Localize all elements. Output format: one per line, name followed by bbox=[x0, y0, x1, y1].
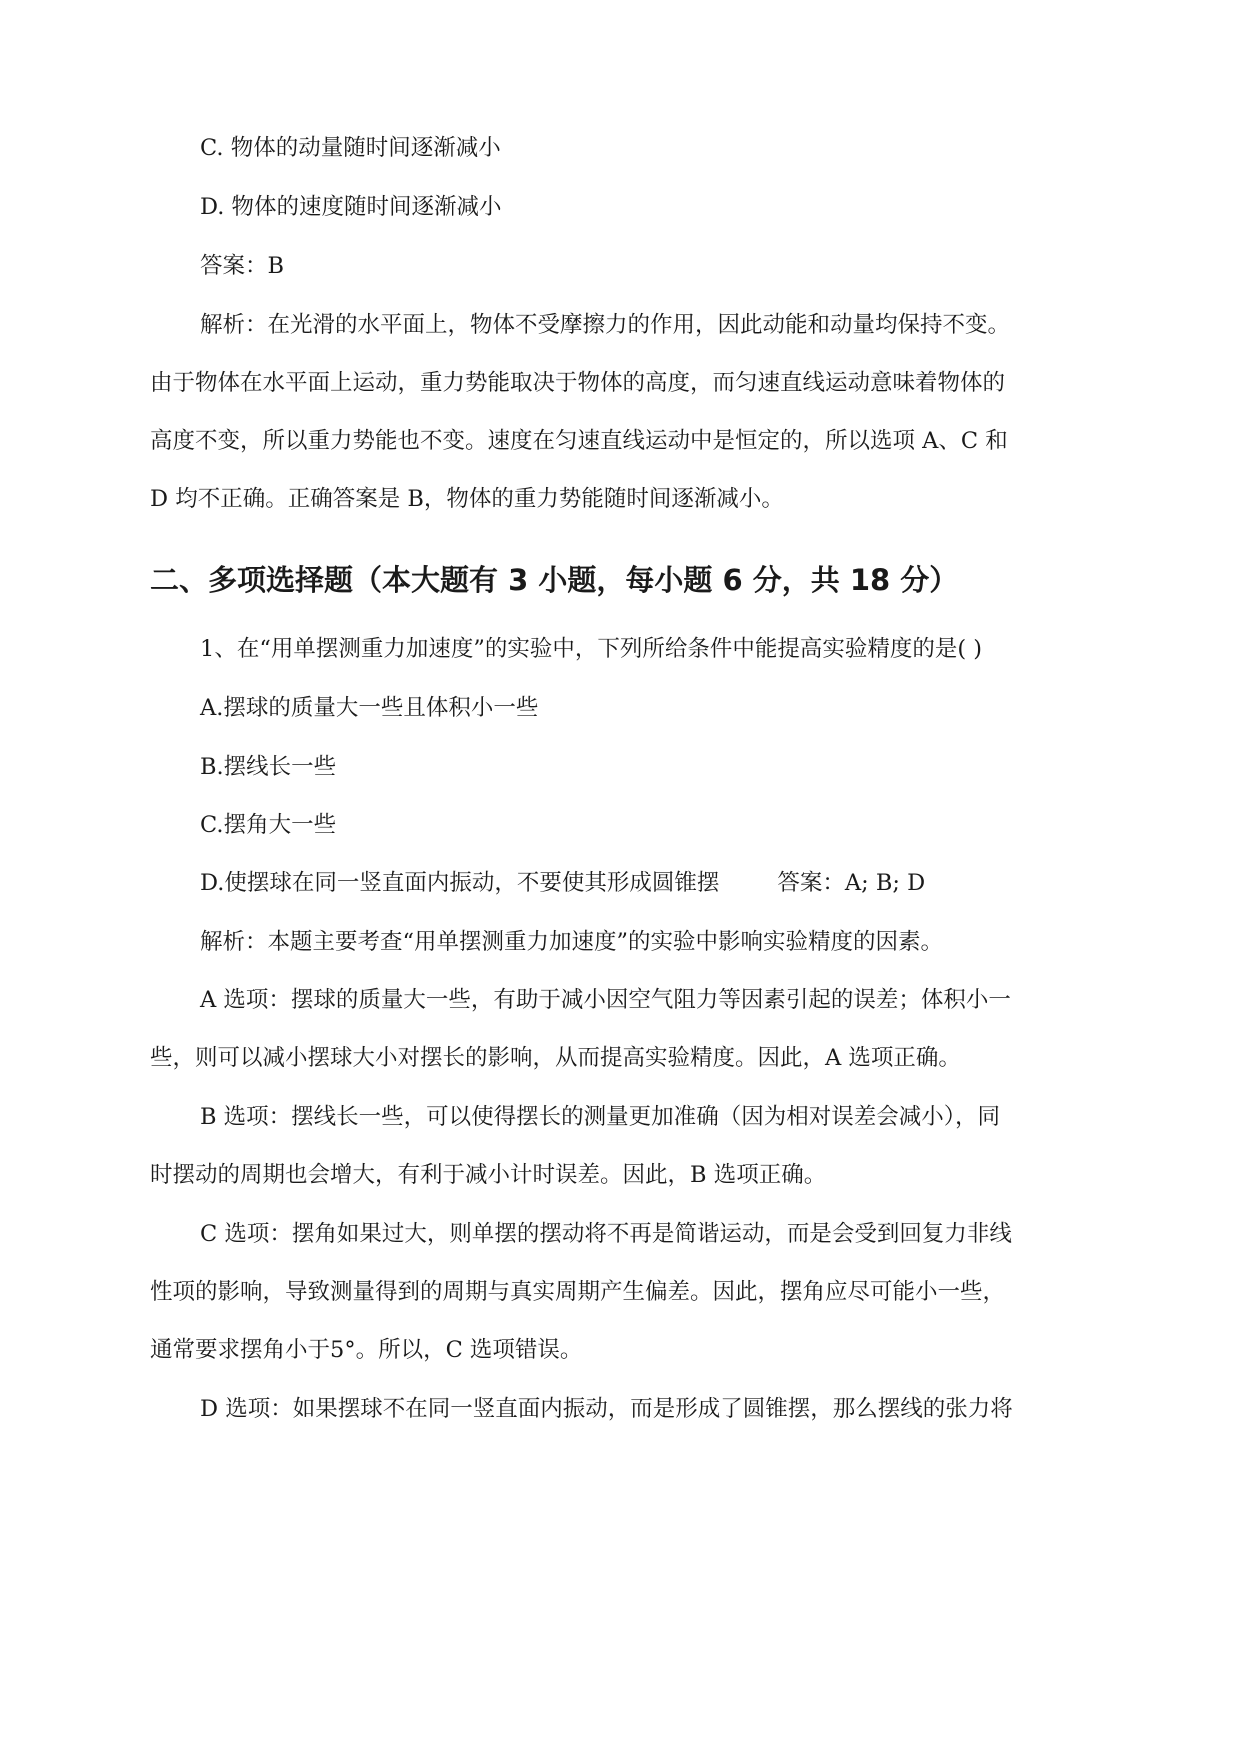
a-analysis-line: A 选项：摆球的质量大一些，有助于减小因空气阻力等因素引起的误差；体积小一 bbox=[200, 987, 1011, 1013]
question-stem: 1、在“用单摆测重力加速度”的实验中，下列所给条件中能提高实验精度的是( ) bbox=[200, 636, 983, 662]
option-d: D. 物体的速度随时间逐渐减小 bbox=[200, 194, 502, 220]
analysis-line: 由于物体在水平面上运动，重力势能取决于物体的高度，而匀速直线运动意味着物体的 bbox=[150, 370, 1006, 396]
analysis-intro: 解析：本题主要考查“用单摆测重力加速度”的实验中影响实验精度的因素。 bbox=[200, 929, 944, 955]
c-analysis-line: 通常要求摆角小于5°。所以，C 选项错误。 bbox=[150, 1337, 583, 1363]
section-heading: 二、多项选择题（本大题有 3 小题，每小题 6 分，共 18 分） bbox=[150, 563, 959, 597]
b-analysis-line: 时摆动的周期也会增大，有利于减小计时误差。因此，B 选项正确。 bbox=[150, 1162, 827, 1188]
b-analysis-line: B 选项：摆线长一些，可以使得摆长的测量更加准确（因为相对误差会减小），同 bbox=[200, 1104, 1000, 1130]
d-analysis-line: D 选项：如果摆球不在同一竖直面内振动，而是形成了圆锥摆，那么摆线的张力将 bbox=[200, 1396, 1013, 1422]
c-analysis-line: C 选项：摆角如果过大，则单摆的摆动将不再是简谐运动，而是会受到回复力非线 bbox=[200, 1221, 1012, 1247]
option-b: B.摆线长一些 bbox=[200, 754, 337, 780]
analysis-line: 解析：在光滑的水平面上，物体不受摩擦力的作用，因此动能和动量均保持不变。 bbox=[200, 312, 1011, 338]
option-c: C. 物体的动量随时间逐渐减小 bbox=[200, 135, 501, 161]
a-analysis-line: 些，则可以减小摆球大小对摆长的影响，从而提高实验精度。因此，A 选项正确。 bbox=[150, 1045, 961, 1071]
answer: 答案：A; B; D bbox=[777, 870, 926, 896]
option-a: A.摆球的质量大一些且体积小一些 bbox=[200, 695, 539, 721]
option-d: D.使摆球在同一竖直面内振动，不要使其形成圆锥摆 bbox=[200, 870, 720, 896]
analysis-line: 高度不变，所以重力势能也不变。速度在匀速直线运动中是恒定的，所以选项 A、C 和 bbox=[150, 428, 1008, 454]
c-analysis-line: 性项的影响，导致测量得到的周期与真实周期产生偏差。因此，摆角应尽可能小一些， bbox=[150, 1279, 1006, 1305]
option-d-row bbox=[200, 868, 1150, 898]
option-c: C.摆角大一些 bbox=[200, 812, 337, 838]
analysis-line: D 均不正确。正确答案是 B，物体的重力势能随时间逐渐减小。 bbox=[150, 486, 784, 512]
answer: 答案：B bbox=[200, 253, 285, 279]
